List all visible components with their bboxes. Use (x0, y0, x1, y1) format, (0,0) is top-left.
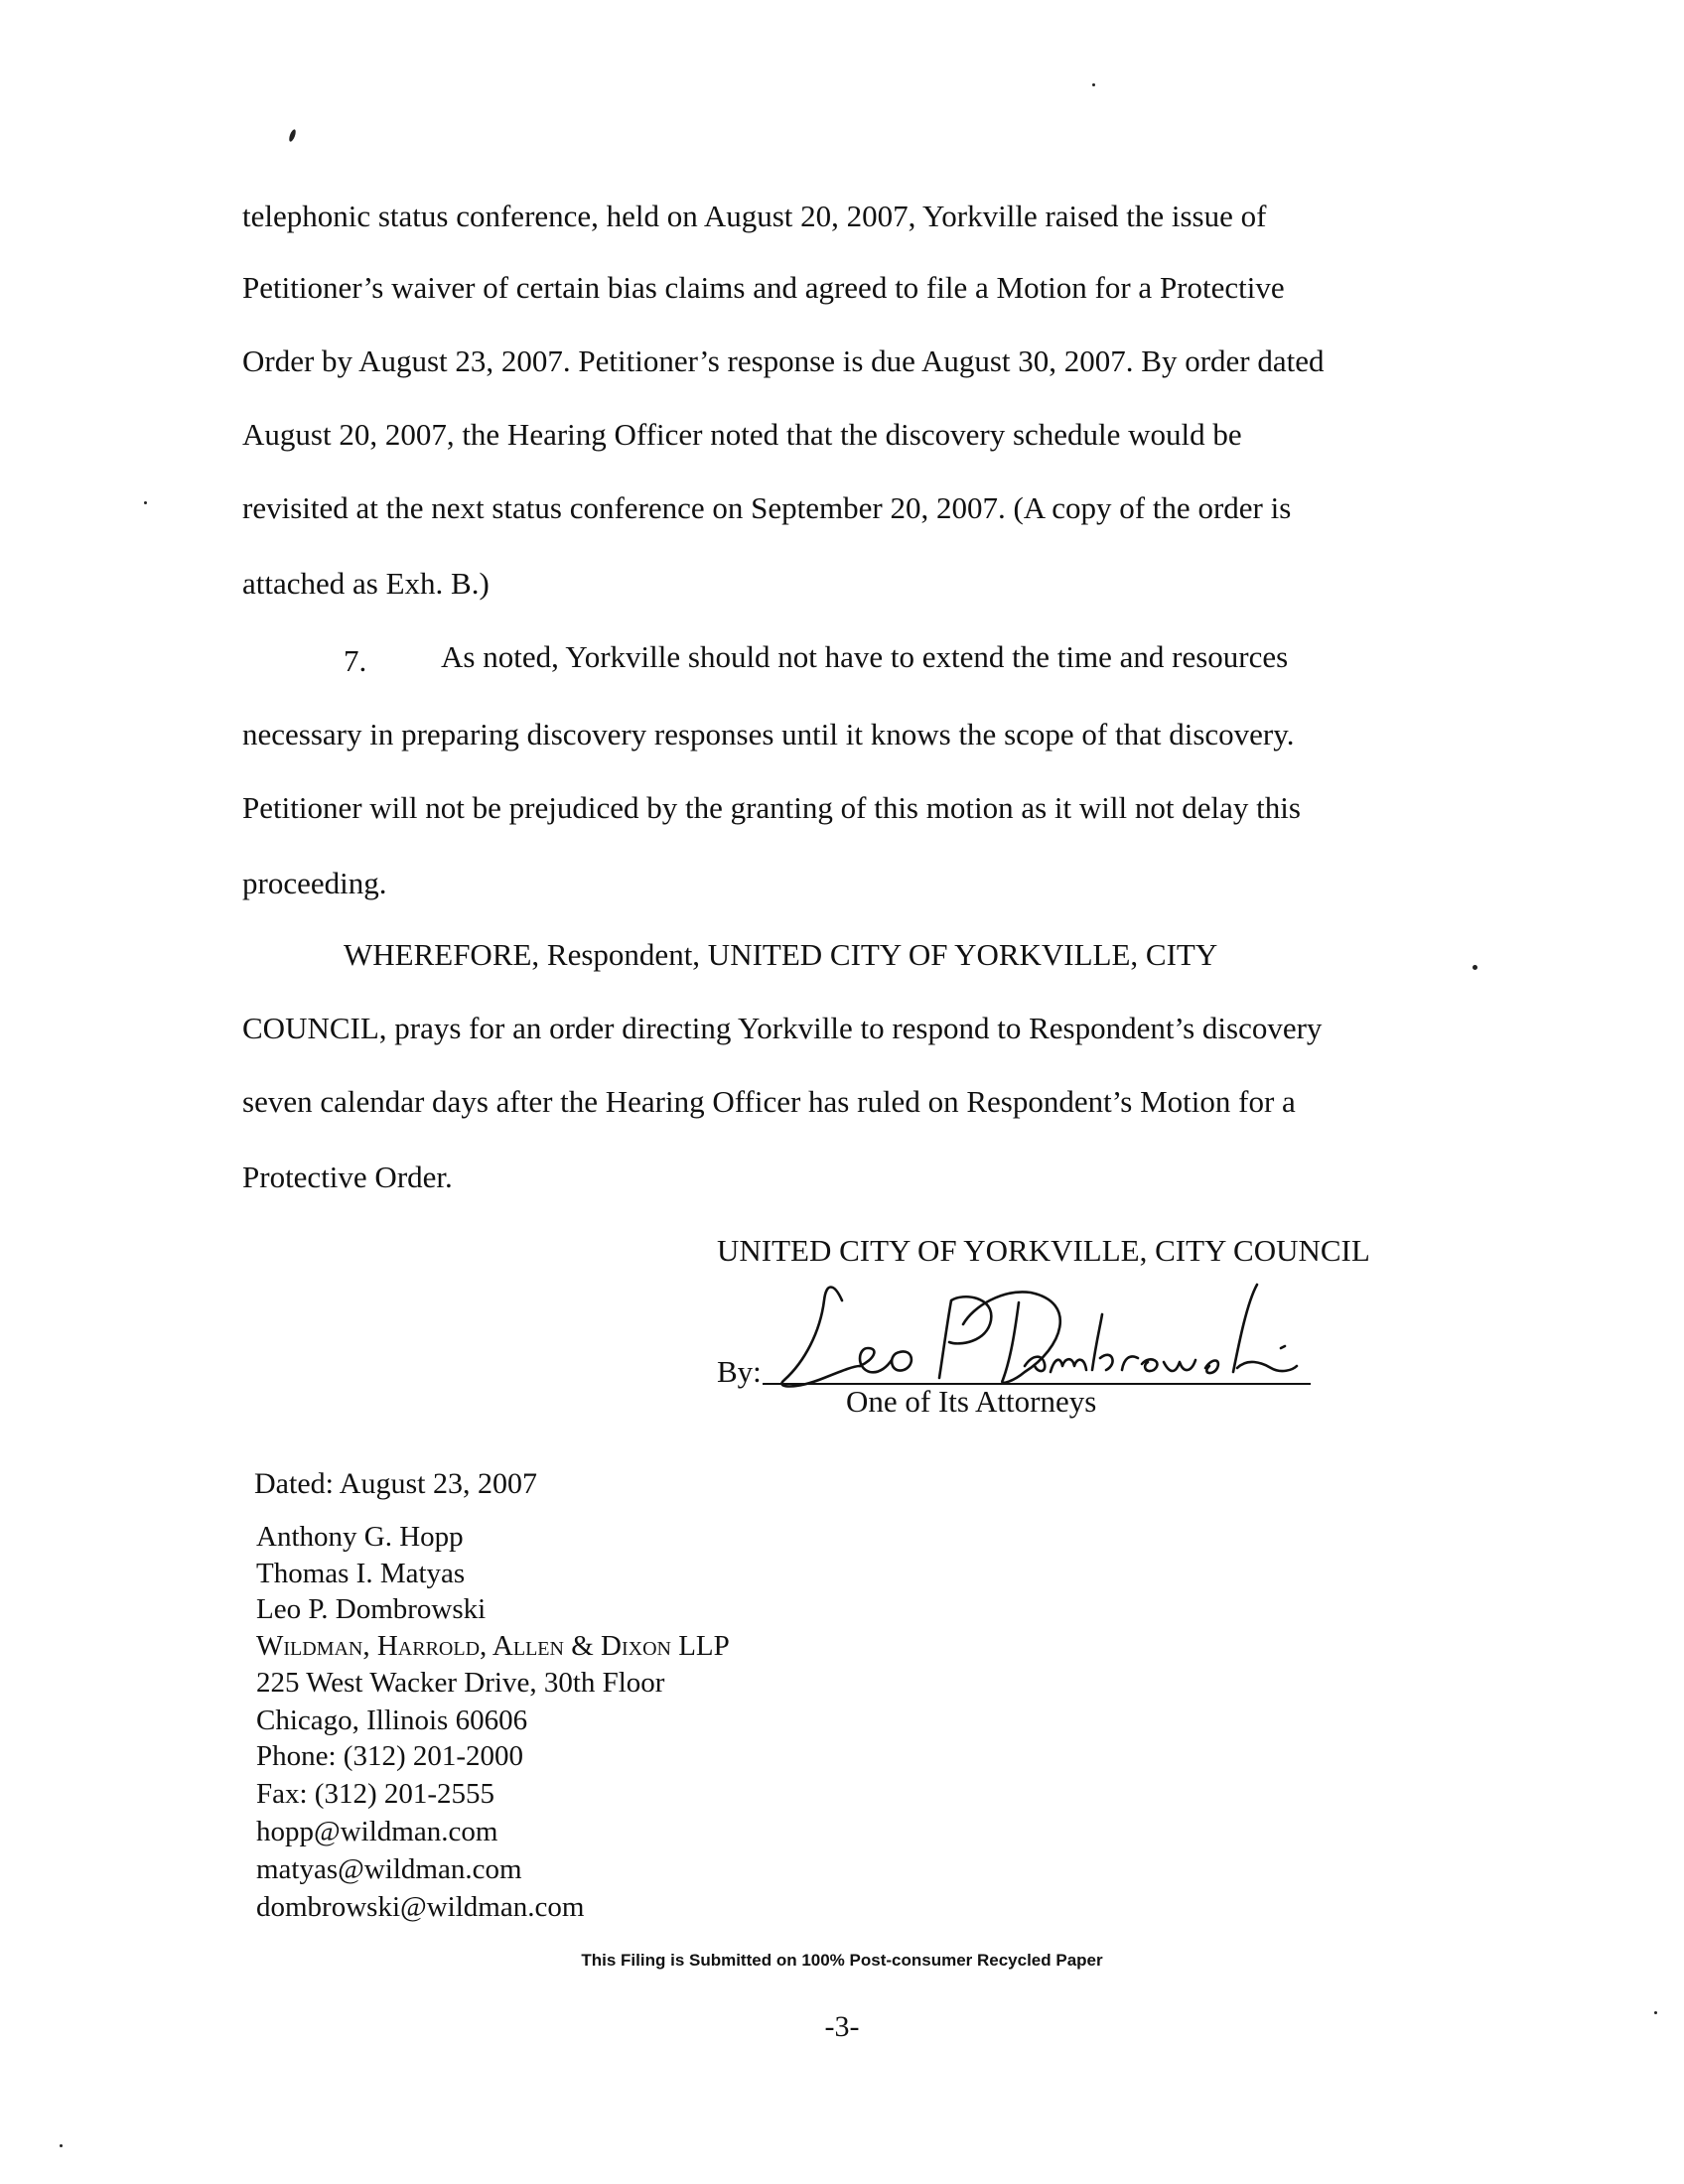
address-line: Chicago, Illinois 60606 (256, 1705, 528, 1736)
paragraph-number: 7. (344, 643, 367, 678)
email-link[interactable]: hopp@wildman.com (256, 1816, 498, 1847)
recycled-paper-note: This Filing is Submitted on 100% Post-consumer Recycled Paper (581, 1951, 1103, 1970)
email-link[interactable]: matyas@wildman.com (256, 1853, 522, 1885)
body-line: Protective Order. (242, 1160, 453, 1194)
body-line: As noted, Yorkville should not have to extend the time and resources (441, 639, 1289, 674)
attorney-name: Leo P. Dombrowski (256, 1593, 487, 1625)
body-line: attached as Exh. B.) (242, 566, 490, 601)
signature-role: One of Its Attorneys (846, 1384, 1097, 1419)
handwritten-signature (765, 1263, 1301, 1402)
page-number: -3- (824, 2010, 860, 2043)
email-link[interactable]: dombrowski@wildman.com (256, 1891, 585, 1923)
fax-line: Fax: (312) 201-2555 (256, 1778, 495, 1810)
scan-speck (144, 501, 147, 504)
scan-speck (1092, 83, 1095, 86)
body-line: August 20, 2007, the Hearing Officer noted that the discovery schedule would be (242, 417, 1242, 452)
signature-by-label: By: (717, 1354, 762, 1389)
attorney-name: Anthony G. Hopp (256, 1521, 464, 1553)
body-line: telephonic status conference, held on August 20, 2007, Yorkville raised the issue of (242, 199, 1267, 233)
body-line: necessary in preparing discovery responses until it knows the scope of that discovery. (242, 717, 1295, 751)
firm-name: Wildman, Harrold, Allen & Dixon LLP (256, 1630, 730, 1662)
body-line: seven calendar days after the Hearing Officer has ruled on Respondent’s Motion for a (242, 1084, 1296, 1119)
attorney-name: Thomas I. Matyas (256, 1558, 466, 1589)
body-line: COUNCIL, prays for an order directing Yorkville to respond to Respondent’s discovery (242, 1011, 1323, 1045)
phone-line: Phone: (312) 201-2000 (256, 1740, 524, 1772)
scan-speck (60, 2144, 63, 2147)
body-line: revisited at the next status conference on September 20, 2007. (A copy of the order is (242, 490, 1292, 525)
body-line: WHEREFORE, Respondent, UNITED CITY OF YORKVILLE, CITY (344, 937, 1218, 972)
body-line: Petitioner will not be prejudiced by the granting of this motion as it will not delay this (242, 790, 1301, 825)
body-line: proceeding. (242, 866, 387, 900)
scan-speck (288, 129, 297, 143)
address-line: 225 West Wacker Drive, 30th Floor (256, 1667, 665, 1699)
dated-line: Dated: August 23, 2007 (254, 1467, 537, 1500)
body-line: Order by August 23, 2007. Petitioner’s response is due August 30, 2007. By order dated (242, 343, 1325, 378)
signature-entity: UNITED CITY OF YORKVILLE, CITY COUNCIL (717, 1233, 1370, 1268)
body-line: Petitioner’s waiver of certain bias claims and agreed to file a Motion for a Protective (242, 270, 1285, 305)
